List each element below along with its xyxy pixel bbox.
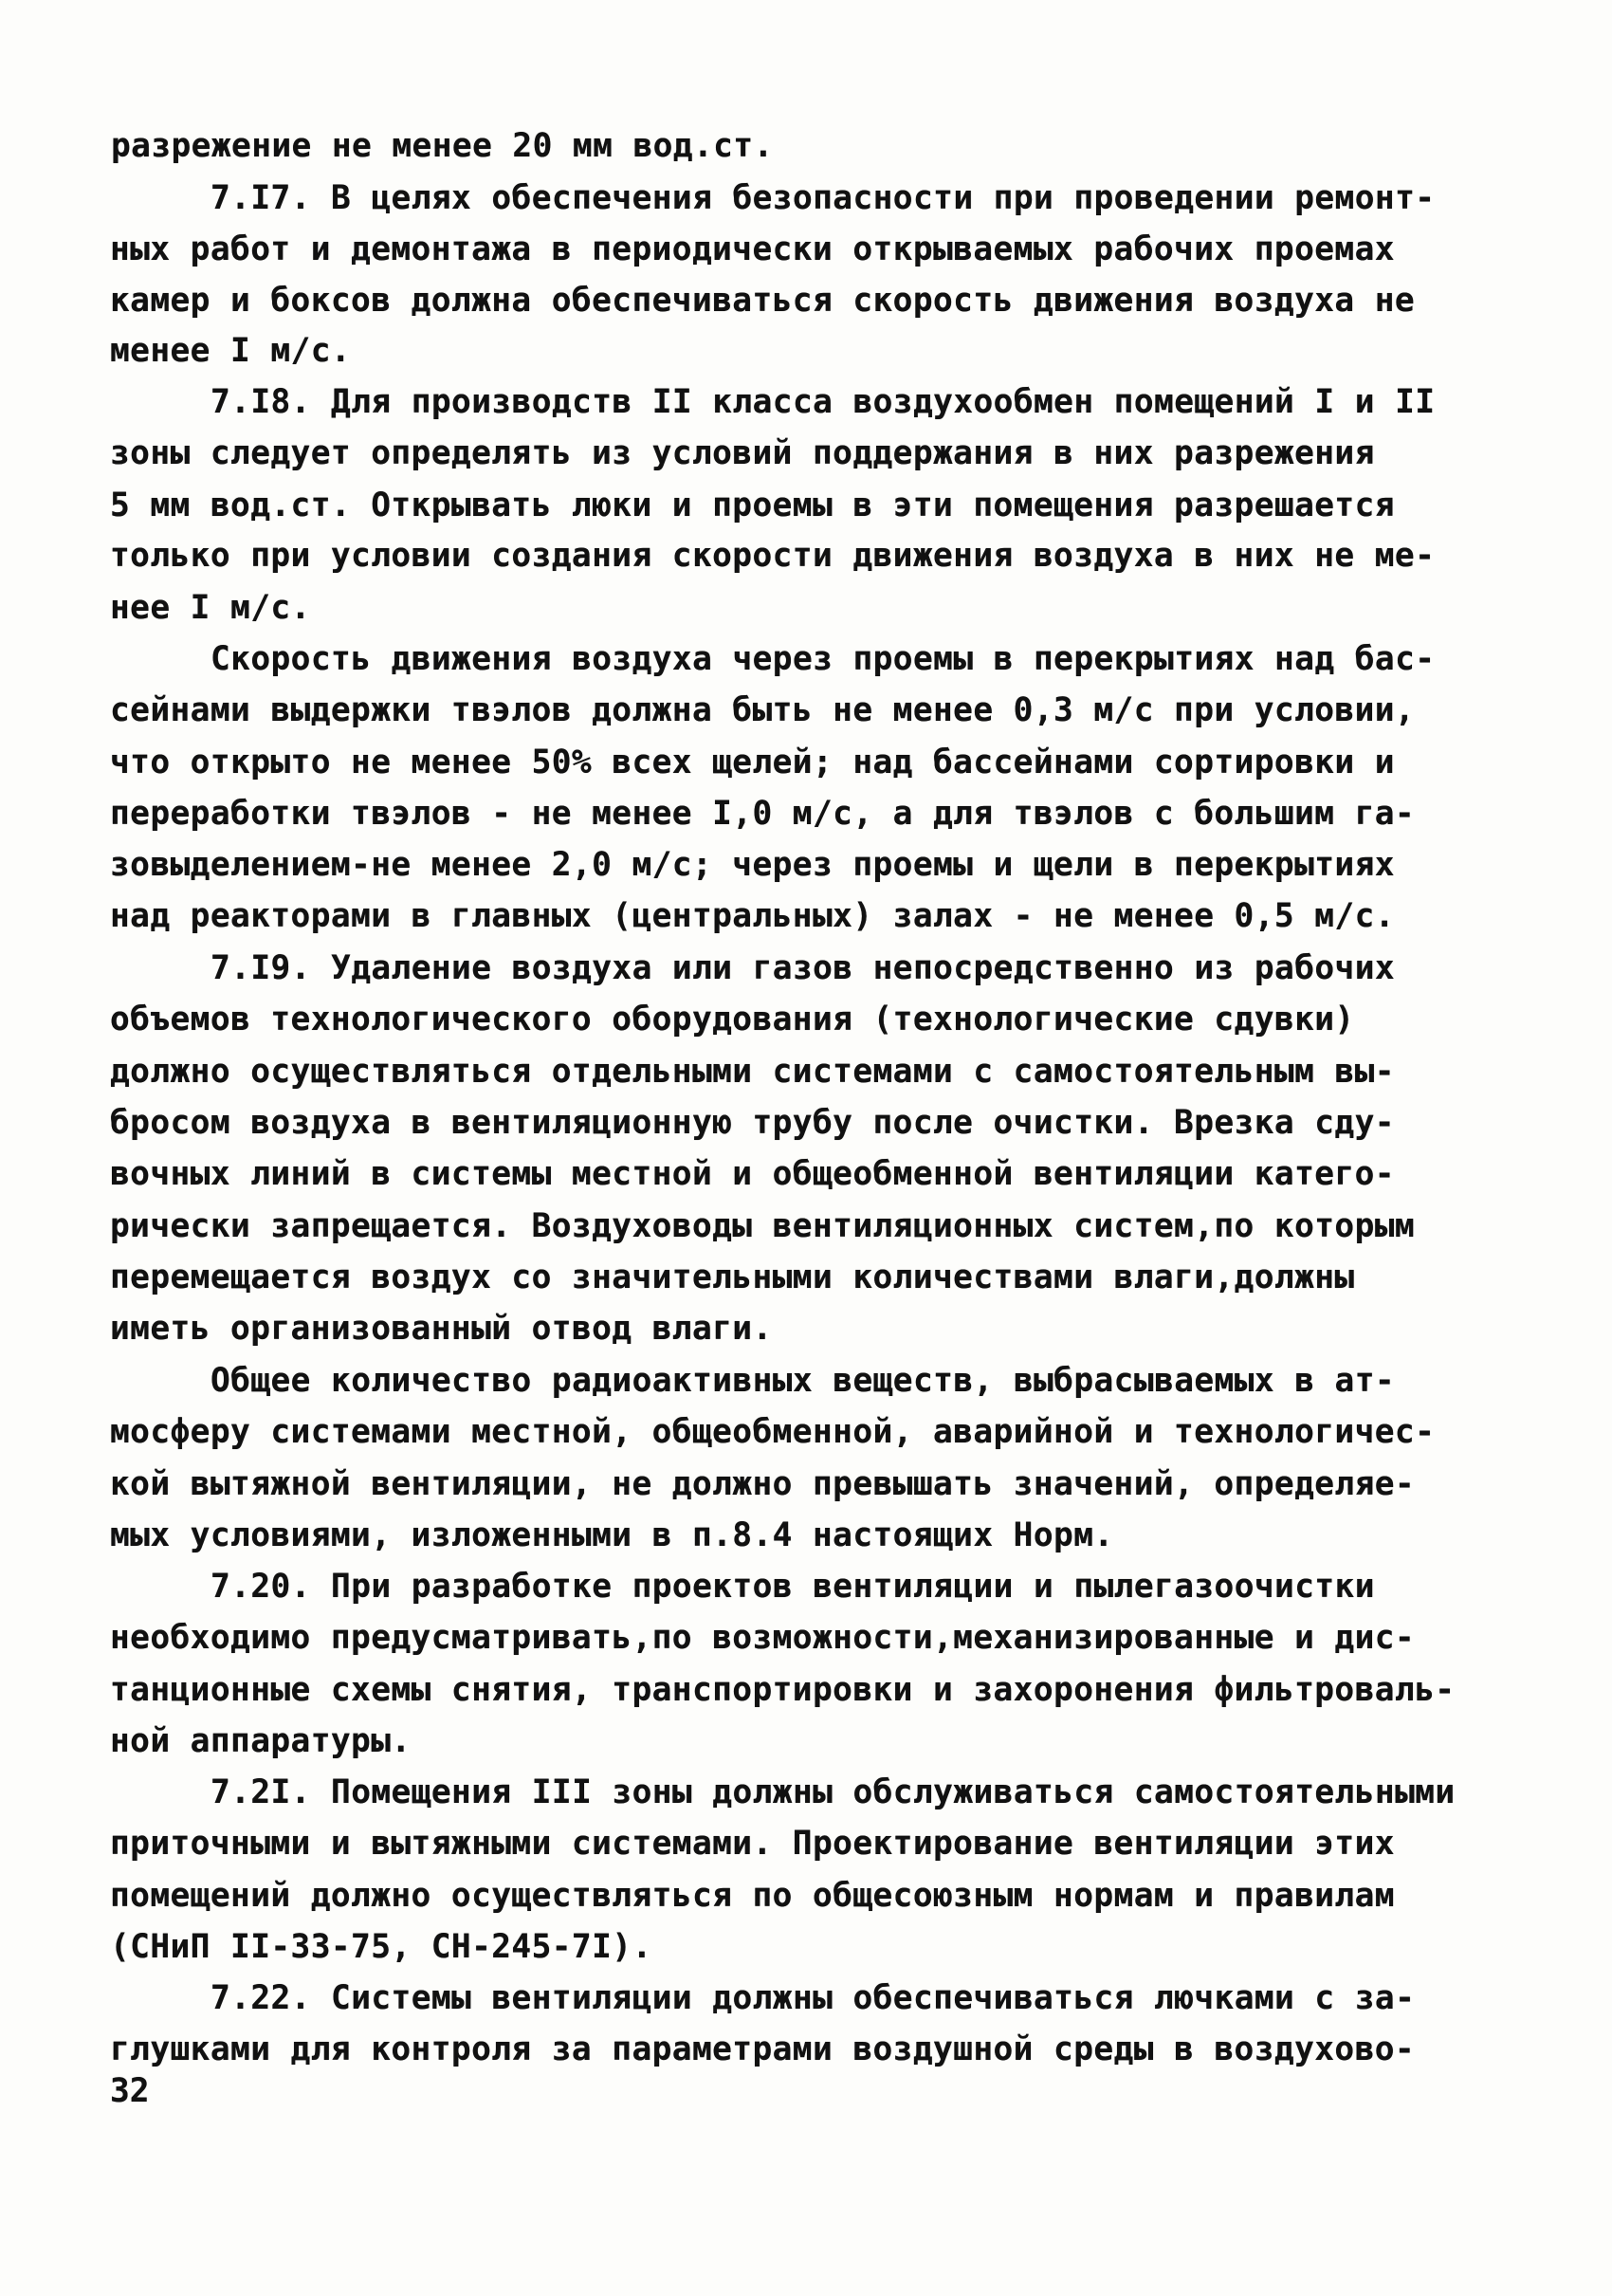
- text-line: над реакторами в главных (центральных) залах - не менее 0,5 м/с.: [110, 897, 1395, 935]
- text-line: рически запрещается. Воздуховоды вентиляционных систем,по которым: [110, 1207, 1416, 1245]
- text-line: ных работ и демонтажа в периодически открываемых рабочих проемах: [110, 230, 1395, 268]
- text-line: танционные схемы снятия, транспортировки и захоронения фильтроваль-: [110, 1671, 1456, 1709]
- text-line: перемещается воздух со значительными количествами влаги,должны: [110, 1258, 1355, 1296]
- text-line: нее I м/с.: [110, 589, 311, 627]
- text-line: менее I м/с.: [110, 332, 352, 370]
- text-line: объемов технологического оборудования (технологические сдувки): [110, 1001, 1355, 1038]
- text-line: (СНиП II-33-75, СН-245-7I).: [110, 1928, 652, 1966]
- text-line: иметь организованный отвод влаги.: [110, 1310, 773, 1348]
- text-line: кой вытяжной вентиляции, не должно превышать значений, определяе-: [110, 1465, 1416, 1503]
- text-line: вочных линий в системы местной и общеобменной вентиляции катего-: [110, 1155, 1395, 1193]
- text-line: приточными и вытяжными системами. Проектирование вентиляции этих: [110, 1825, 1395, 1863]
- text-line: 7.2I. Помещения III зоны должны обслуживаться самостоятельными: [211, 1773, 1456, 1811]
- text-line: 7.I7. В целях обеспечения безопасности при проведении ремонт-: [211, 179, 1436, 217]
- text-line: глушками для контроля за параметрами воздушной среды в воздухово-: [110, 2030, 1416, 2068]
- text-line: мых условиями, изложенными в п.8.4 настоящих Норм.: [110, 1516, 1114, 1554]
- text-line: бросом воздуха в вентиляционную трубу после очистки. Врезка сду-: [110, 1104, 1395, 1142]
- text-line: зовыделением-не менее 2,0 м/с; через проемы и щели в перекрытиях: [110, 846, 1395, 884]
- text-line: Общее количество радиоактивных веществ, выбрасываемых в ат-: [211, 1362, 1396, 1400]
- text-line: Скорость движения воздуха через проемы в перекрытиях над бас-: [211, 640, 1436, 678]
- text-line: 7.22. Системы вентиляции должны обеспечиваться лючками с за-: [211, 1979, 1416, 2017]
- text-line: зоны следует определять из условий поддержания в них разрежения: [110, 434, 1375, 472]
- text-line: мосферу системами местной, общеобменной, аварийной и технологичес-: [110, 1413, 1436, 1451]
- text-line: помещений должно осуществляться по общесоюзным нормам и правилам: [110, 1877, 1395, 1915]
- text-line: должно осуществляться отдельными системами с самостоятельным вы-: [110, 1053, 1395, 1091]
- text-line: что открыто не менее 50% всех щелей; над бассейнами сортировки и: [110, 744, 1395, 781]
- text-line: переработки твэлов - не менее I,0 м/с, а для твэлов с большим га-: [110, 795, 1416, 833]
- text-line: ной аппаратуры.: [110, 1722, 412, 1760]
- text-line: камер и боксов должна обеспечиваться скорость движения воздуха не: [110, 282, 1416, 320]
- text-line: 5 мм вод.ст. Открывать люки и проемы в эти помещения разрешается: [110, 487, 1395, 524]
- text-line: сейнами выдержки твэлов должна быть не менее 0,3 м/с при условии,: [110, 691, 1416, 729]
- text-line: разрежение не менее 20 мм вод.ст.: [111, 127, 774, 165]
- text-line: только при условии создания скорости движения воздуха в них не ме-: [110, 537, 1436, 575]
- page-number: 32: [110, 2072, 150, 2110]
- text-line: необходимо предусматривать,по возможности,механизированные и дис-: [110, 1619, 1416, 1657]
- text-line: 7.I9. Удаление воздуха или газов непосредственно из рабочих: [211, 949, 1396, 987]
- text-line: 7.I8. Для производств II класса воздухообмен помещений I и II: [211, 383, 1436, 421]
- text-line: 7.20. При разработке проектов вентиляции и пылегазоочистки: [211, 1568, 1375, 1606]
